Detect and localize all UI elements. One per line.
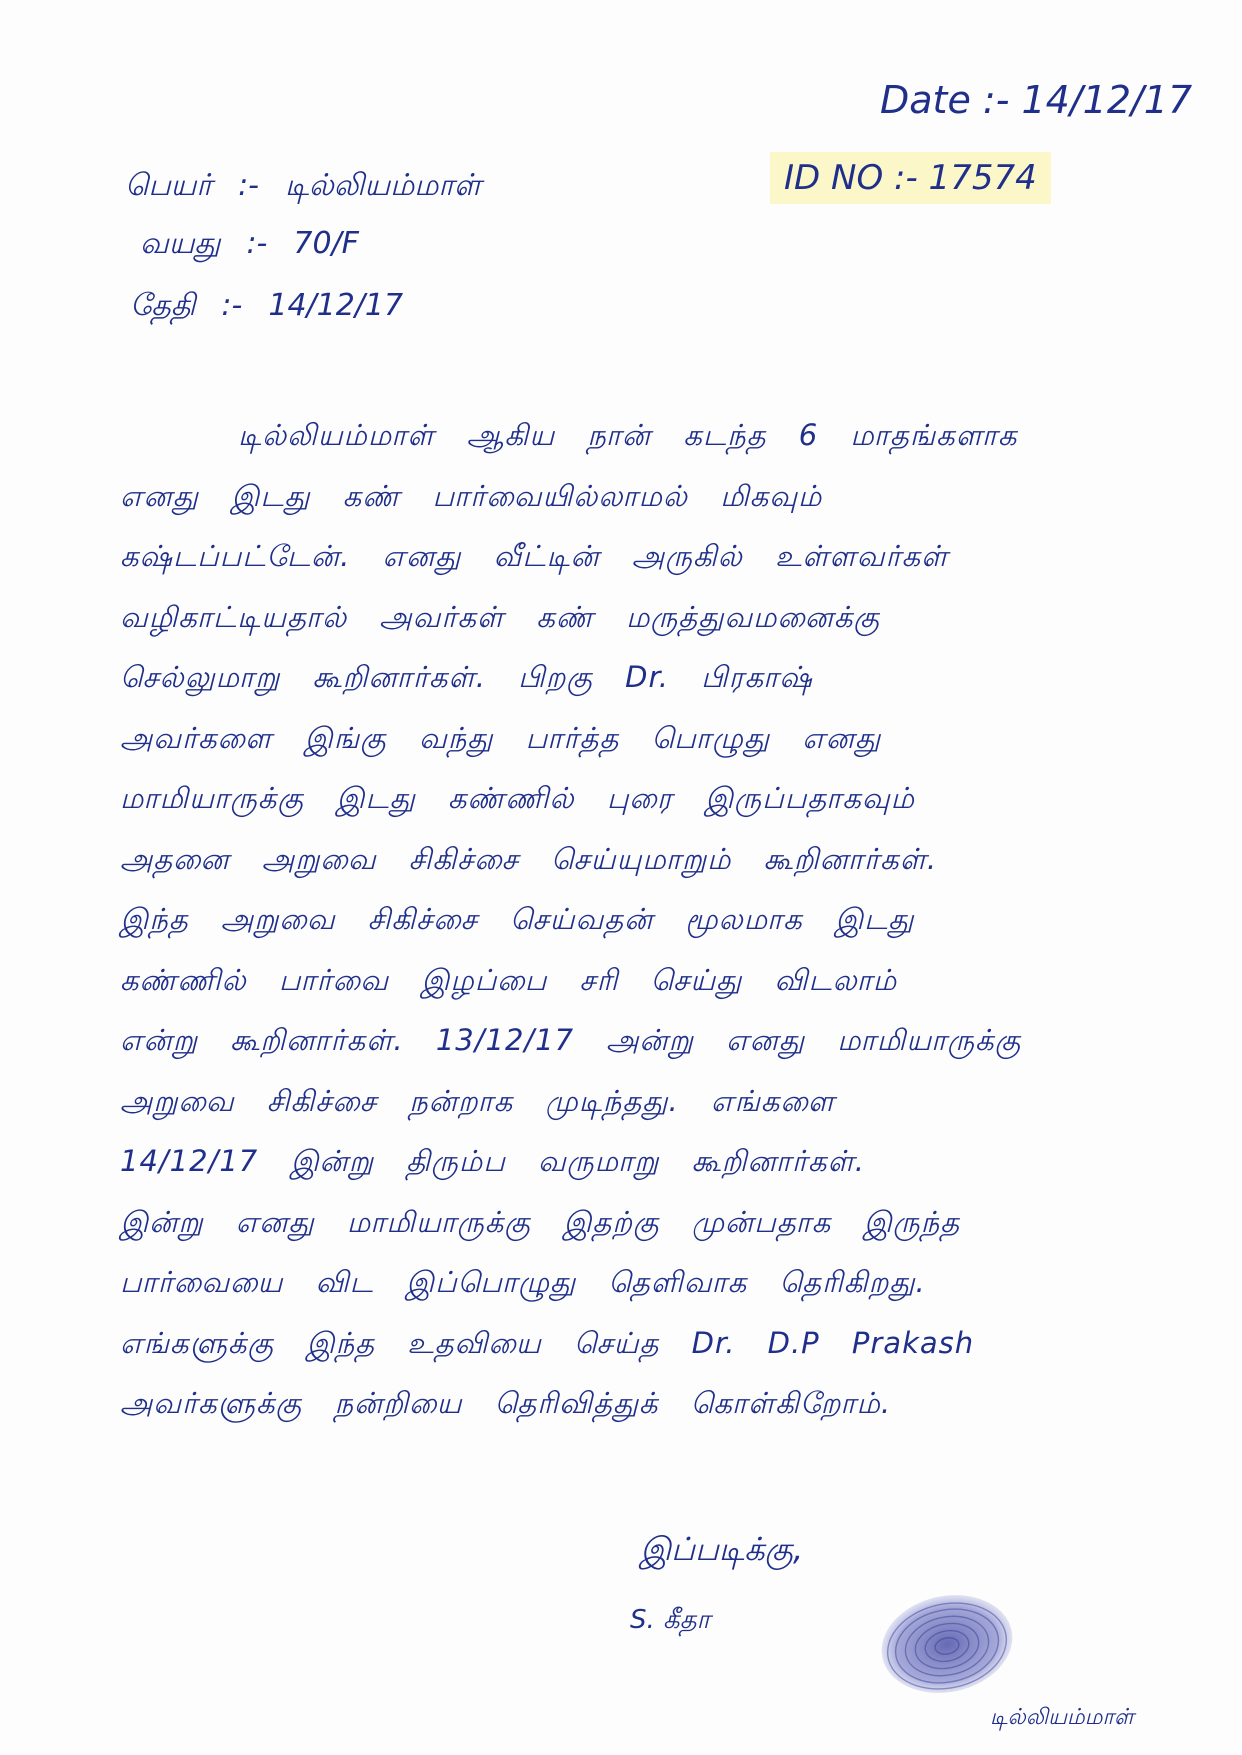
closing-salutation: இப்படிக்கு, <box>640 1530 804 1568</box>
body-line: டில்லியம்மாள் ஆகிய நான் கடந்த 6 மாதங்களாக <box>238 418 1018 452</box>
body-line: அவர்களுக்கு நன்றியை தெரிவித்துக் கொள்கிறோம். <box>120 1386 892 1420</box>
body-line: செல்லுமாறு கூறினார்கள். பிறகு Dr. பிரகாஷ் <box>120 660 813 694</box>
body-line: கஷ்டப்பட்டேன். எனது வீட்டின் அருகில் உள்ளவர்கள் <box>120 539 949 573</box>
thumbprint-image <box>872 1588 1022 1700</box>
date-field <box>130 288 403 327</box>
body-line: அறுவை சிகிச்சை நன்றாக முடிந்தது. எங்களை <box>120 1083 836 1118</box>
date-label: தேதி <box>130 288 196 323</box>
age-value: 70/F <box>293 226 359 261</box>
body-line: 14/12/17 இன்று திரும்ப வருமாறு கூறினார்கள். <box>120 1144 865 1178</box>
signer-name: S. கீதா <box>630 1605 711 1635</box>
body-line: மாமியாருக்கு இடது கண்ணில் புரை இருப்பதாகவும் <box>120 781 915 815</box>
id-number-highlight: ID NO :- 17574 <box>770 152 1051 204</box>
date-value: 14/12/17 <box>268 288 404 323</box>
body-line: அவர்களை இங்கு வந்து பார்த்த பொழுது எனது <box>120 720 882 755</box>
thumbprint-owner-name: டில்லியம்மாள் <box>990 1705 1134 1730</box>
body-line: கண்ணில் பார்வை இழப்பை சரி செய்து விடலாம் <box>120 962 898 997</box>
body-line: இன்று எனது மாமியாருக்கு இதற்கு முன்பதாக இருந்த <box>120 1204 961 1239</box>
letter-body <box>120 405 1180 1434</box>
body-line: அதனை அறுவை சிகிச்சை செய்யுமாறும் கூறினார்கள். <box>120 841 938 876</box>
age-label: வயது <box>140 226 221 261</box>
date-separator: :- <box>221 288 243 323</box>
body-line: என்று கூறினார்கள். 13/12/17 அன்று எனது மாமியாருக்கு <box>120 1023 1022 1057</box>
letter-date: Date :- 14/12/17 <box>880 78 1193 122</box>
body-line: இந்த அறுவை சிகிச்சை செய்வதன் மூலமாக இடது <box>120 902 915 936</box>
age-field <box>140 226 359 265</box>
body-line: எங்களுக்கு இந்த உதவியை செய்த Dr. D.P Prakash <box>120 1325 975 1360</box>
age-separator: :- <box>246 226 268 261</box>
body-line: வழிகாட்டியதால் அவர்கள் கண் மருத்துவமனைக்கு <box>120 599 881 634</box>
name-separator: :- <box>238 168 260 203</box>
body-line: எனது இடது கண் பார்வையில்லாமல் மிகவும் <box>120 478 823 513</box>
name-value: டில்லியம்மாள் <box>285 168 482 203</box>
body-line: பார்வையை விட இப்பொழுது தெளிவாக தெரிகிறது. <box>120 1265 926 1299</box>
name-label: பெயர் <box>125 168 213 203</box>
name-field <box>125 168 481 207</box>
